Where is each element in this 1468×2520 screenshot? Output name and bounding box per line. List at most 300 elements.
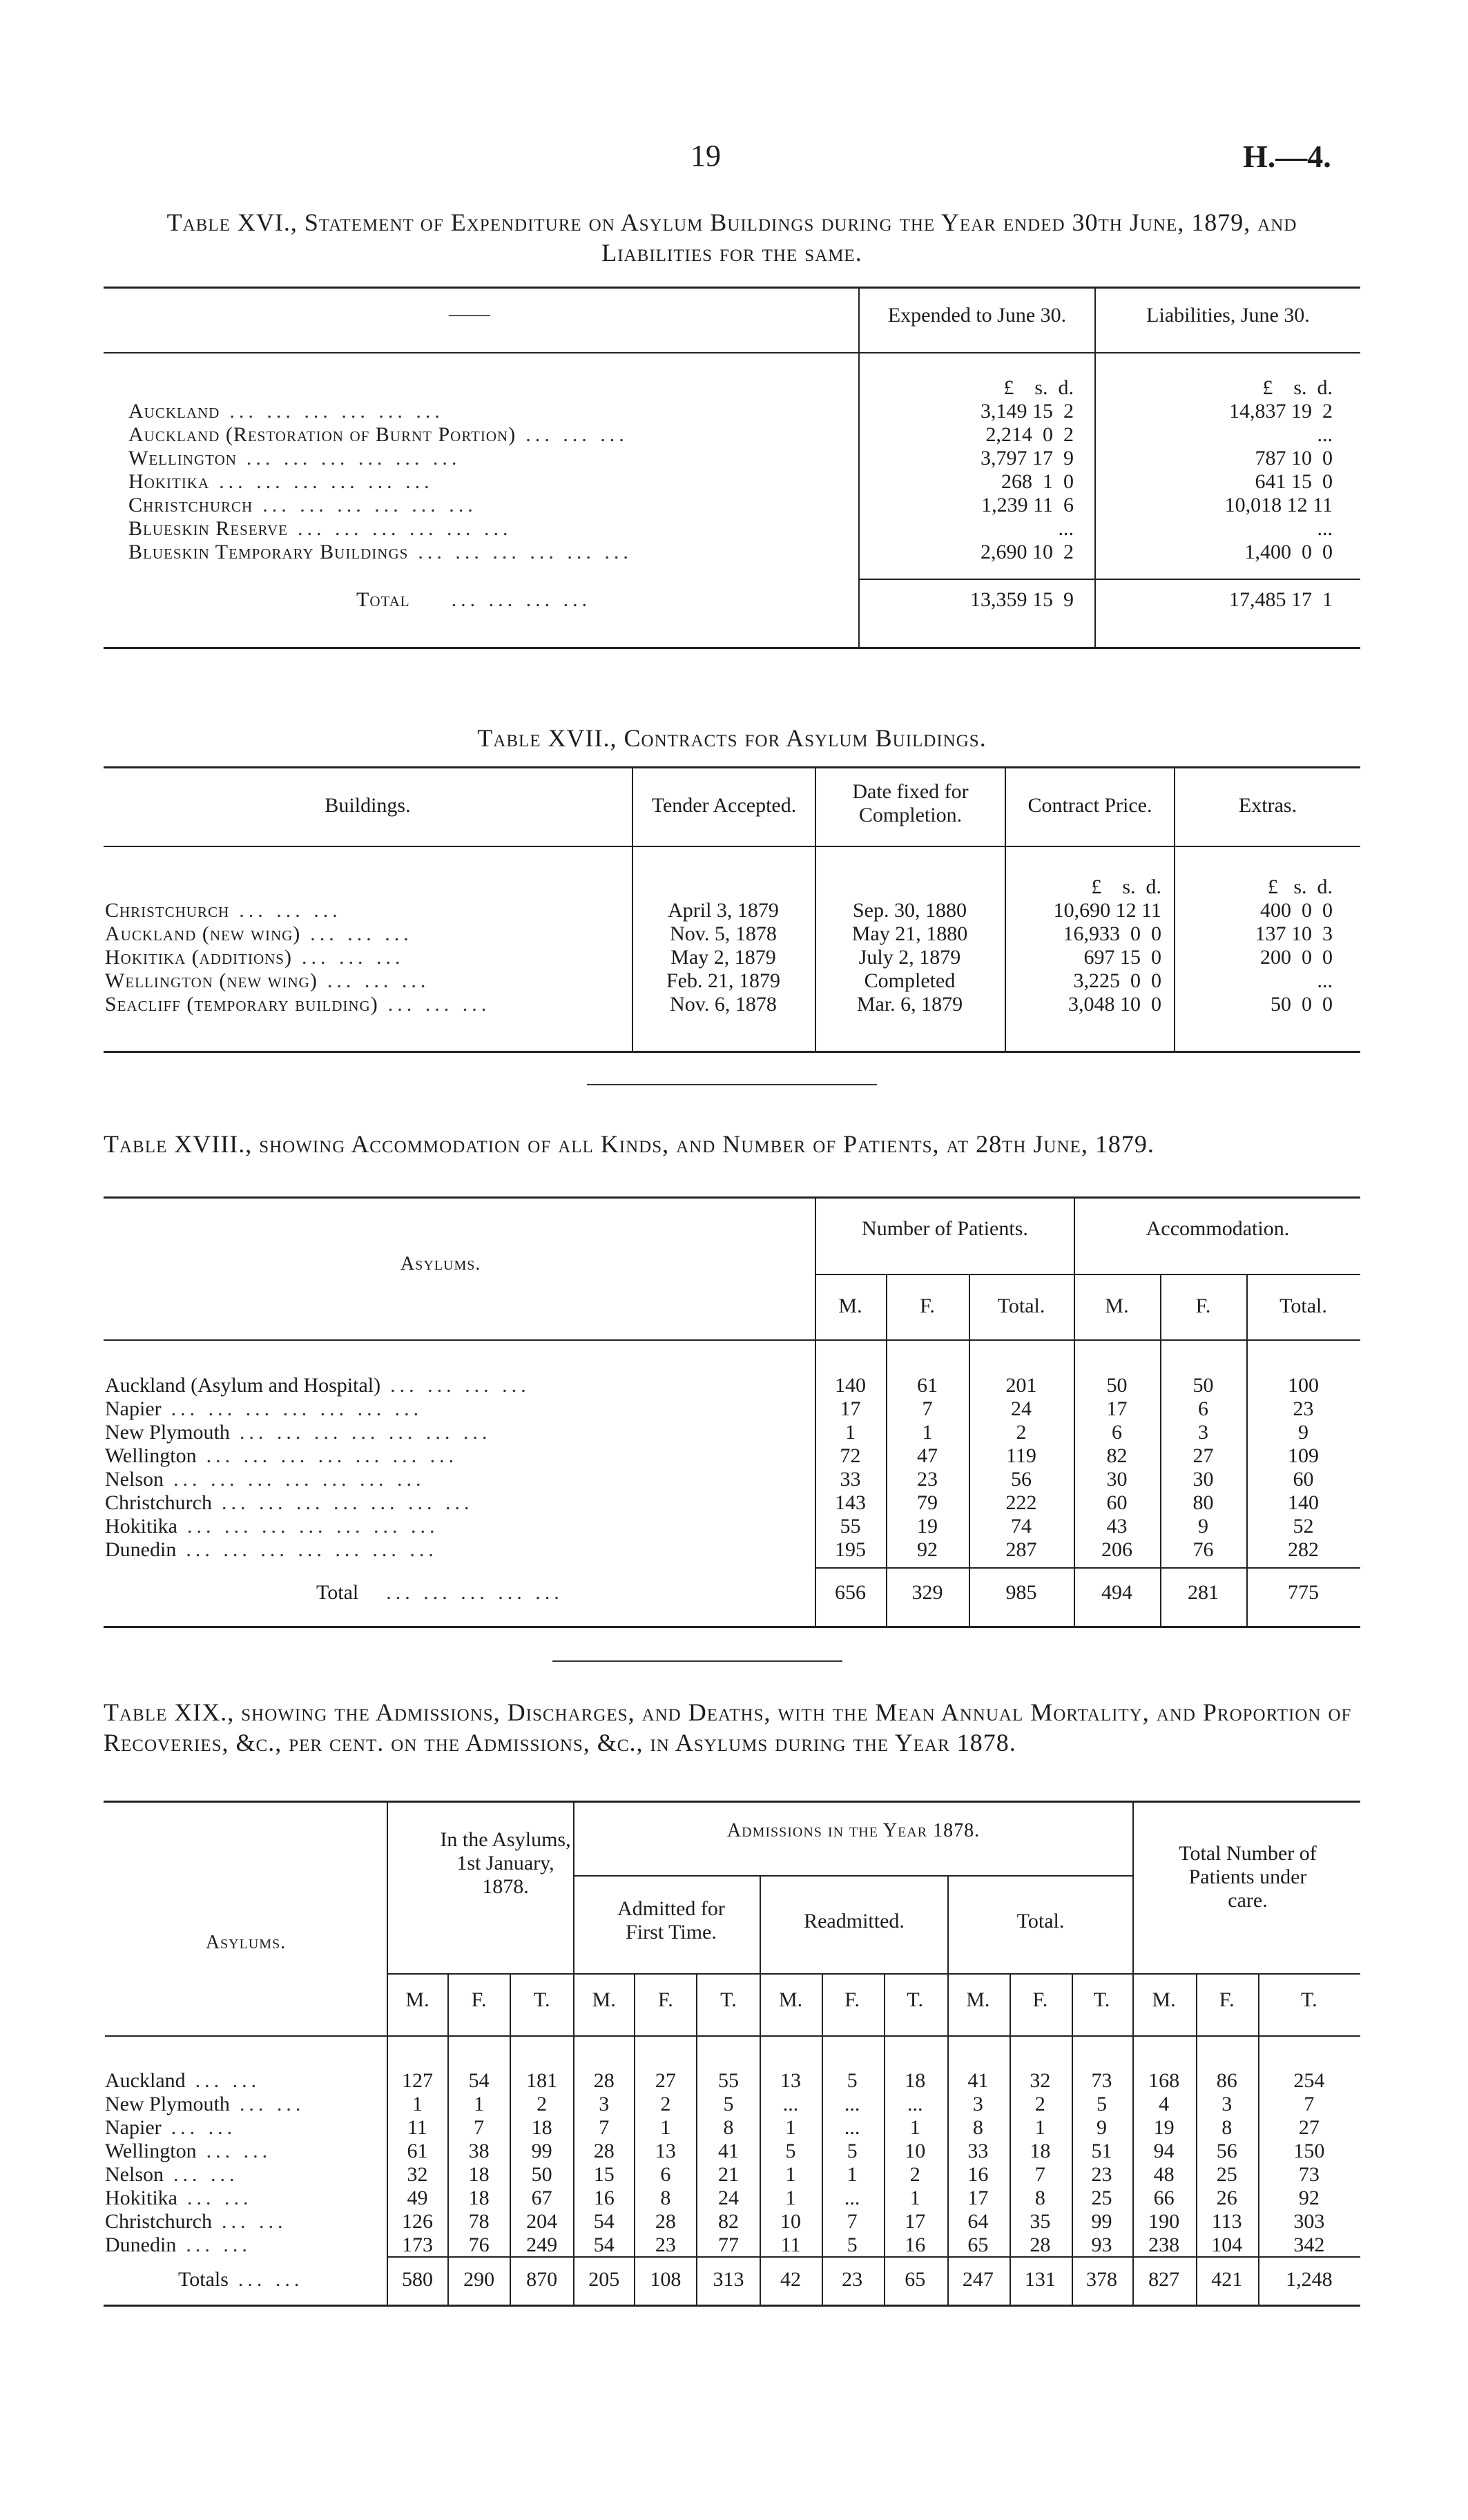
value-cell: 60 — [1293, 1468, 1314, 1491]
value-cell: 7 — [922, 1397, 933, 1420]
value-cell: 7 — [474, 2116, 485, 2139]
value-cell: 15 — [593, 2163, 615, 2186]
row-label-cell — [124, 447, 858, 470]
value-cell: 9 — [1097, 2116, 1108, 2139]
asylum-name: Christchurch — [105, 2210, 212, 2233]
subheader-cell: M. — [592, 1988, 616, 2011]
tender-date: April 3, 1879 — [668, 899, 779, 922]
contract-price: 697 15 0 — [1083, 946, 1161, 969]
col-under-care: Total Number of Patients under care. — [1179, 1842, 1317, 1912]
value-cell: 18 — [468, 2187, 490, 2209]
value-cell: 28 — [593, 2140, 615, 2162]
value-cell: 5 — [847, 2233, 858, 2256]
table-xviii-header-rule — [104, 1339, 1360, 1341]
subheader-cell: T. — [907, 1988, 924, 2011]
value-cell: 7 — [599, 2116, 610, 2139]
leader-dots: ... ... ... ... ... ... — [262, 494, 477, 516]
value-cell: 6 — [1112, 1421, 1122, 1444]
asylum-name: Wellington — [105, 1444, 197, 1467]
table-row — [105, 1515, 1360, 1538]
subheader-cell: T. — [720, 1988, 737, 2011]
contract-price: 16,933 0 0 — [1063, 922, 1161, 945]
table-xvii-title: Table XVII., Contracts for Asylum Buildings. — [477, 724, 987, 752]
table-xvi-header-rule — [104, 352, 1360, 353]
total-cell: 247 — [962, 2268, 994, 2291]
value-cell: 204 — [526, 2210, 558, 2233]
value-cell: 38 — [468, 2140, 490, 2162]
subheader-cell: F. — [1219, 1988, 1235, 2011]
asylum-name: Christchurch — [105, 1491, 212, 1514]
total-row — [105, 1581, 1360, 1605]
value-cell: 94 — [1153, 2140, 1175, 2162]
leader-dots: ... ... ... ... ... ... ... — [187, 1515, 439, 1538]
leader-dots: ... ... ... ... ... ... ... — [186, 1538, 438, 1561]
value-cell: 5 — [1097, 2093, 1108, 2115]
total-cell: 290 — [463, 2268, 495, 2291]
table-xvi-stub-header: —— — [449, 302, 490, 325]
expended-value: 268 1 0 — [1001, 470, 1074, 493]
value-cell: 77 — [717, 2233, 739, 2256]
value-cell: 127 — [401, 2069, 433, 2092]
value-cell: 119 — [1006, 1444, 1036, 1467]
expended-value: 1,239 11 6 — [981, 494, 1074, 516]
leader-dots: ... ... ... ... — [390, 1374, 530, 1397]
table-row — [105, 946, 1360, 969]
table-xvi-subtotal-rule — [860, 579, 1360, 580]
value-cell: 72 — [840, 1444, 861, 1467]
total-label: Totals — [178, 2268, 229, 2291]
row-label-cell — [105, 922, 632, 946]
asylum-name: Hokitika — [105, 1515, 177, 1538]
leader-dots: ... ... ... — [525, 423, 628, 446]
value-cell: 43 — [1106, 1515, 1128, 1538]
table-xvi-title-lead: Table XVI., Statement — [166, 209, 414, 236]
leader-dots: ... ... — [239, 2093, 305, 2115]
value-cell: 50 — [531, 2163, 552, 2186]
value-cell: 24 — [717, 2187, 739, 2209]
row-label-cell — [105, 946, 632, 969]
liability-value: ... — [1317, 517, 1333, 540]
tender-date: Nov. 5, 1878 — [670, 922, 777, 945]
row-label-cell — [124, 470, 858, 494]
tender-date: Nov. 6, 1878 — [670, 993, 777, 1016]
value-cell: 140 — [835, 1374, 866, 1397]
contract-price: 10,690 12 11 — [1053, 899, 1161, 922]
value-cell: 1 — [909, 2116, 920, 2139]
table-row — [105, 899, 1360, 922]
row-label-cell — [105, 1515, 815, 1538]
value-cell: 23 — [1293, 1397, 1314, 1420]
group-patients: Number of Patients. — [862, 1217, 1028, 1240]
col-extras: Extras. — [1238, 794, 1297, 817]
value-cell: 2 — [537, 2093, 548, 2115]
value-cell: 10 — [905, 2140, 926, 2162]
subheader-cell: Total. — [1279, 1295, 1327, 1317]
table-xviii-stub: Asylums. — [400, 1253, 481, 1274]
col-total: Total. — [1016, 1910, 1065, 1932]
value-cell: 1 — [909, 2187, 920, 2209]
expended-value: 3,797 17 9 — [981, 447, 1074, 469]
row-label-cell — [105, 2140, 387, 2163]
table-row — [124, 470, 1353, 494]
value-cell: 2 — [909, 2163, 920, 2186]
asylum-name: Napier — [105, 1397, 162, 1420]
total-cell: 827 — [1148, 2268, 1180, 2291]
value-cell: 150 — [1293, 2140, 1325, 2162]
total-label: Total — [356, 588, 410, 611]
leader-dots: ... ... ... ... ... ... ... — [221, 1491, 474, 1514]
value-cell: 1 — [922, 1421, 933, 1444]
value-cell: 7 — [1304, 2093, 1315, 2115]
table-xviii-bottom-rule — [104, 1626, 1360, 1628]
value-cell: 1 — [660, 2116, 671, 2139]
total-liabilities: 17,485 17 1 — [1229, 588, 1333, 611]
building-name: Wellington (new wing) — [105, 969, 318, 992]
total-cell: 580 — [401, 2268, 433, 2291]
total-cell: 656 — [835, 1581, 866, 1604]
subheader-cell: T. — [533, 1988, 550, 2011]
value-cell: 74 — [1011, 1515, 1032, 1538]
value-cell: 222 — [1005, 1491, 1037, 1514]
value-cell: 17 — [1106, 1397, 1128, 1420]
leader-dots: ... ... ... — [239, 899, 342, 922]
value-cell: 109 — [1288, 1444, 1319, 1467]
value-cell: ... — [844, 2187, 860, 2209]
total-cell: 65 — [905, 2268, 926, 2291]
col-in-asylums: In the Asylums, 1st January, 1878. — [440, 1828, 571, 1898]
value-cell: 33 — [967, 2140, 989, 2162]
value-cell: 1 — [845, 1421, 856, 1444]
asylum-name: Auckland (Restoration of Burnt Portion) — [128, 423, 516, 446]
value-cell: 21 — [717, 2163, 739, 2186]
leader-dots: ... ... ... — [327, 969, 430, 992]
subheader-cell: T. — [1093, 1988, 1110, 2011]
table-xviii-title-text: Table XVIII., showing Accommodation of all Kinds, and Number of Patients, at 28th June, 1879. — [104, 1130, 1155, 1158]
value-cell: 16 — [905, 2233, 926, 2256]
liability-value: 641 15 0 — [1255, 470, 1333, 493]
asylum-name: Auckland — [128, 400, 220, 423]
value-cell: 32 — [407, 2163, 428, 2186]
value-cell: 143 — [835, 1491, 866, 1514]
total-label: Total — [316, 1581, 359, 1604]
liability-value: 787 10 0 — [1255, 447, 1333, 469]
value-cell: 113 — [1211, 2210, 1242, 2233]
tender-date: May 2, 1879 — [670, 946, 776, 969]
total-cell: 23 — [842, 2268, 863, 2291]
table-row — [124, 541, 1353, 564]
asylum-name: New Plymouth — [105, 2093, 230, 2115]
row-label-cell — [124, 541, 858, 564]
leader-dots: ... ... — [238, 2268, 304, 2291]
leader-dots: ... ... — [186, 2233, 251, 2256]
value-cell: 92 — [1298, 2187, 1320, 2209]
table-row — [105, 2069, 1360, 2093]
contract-price: 3,225 0 0 — [1073, 969, 1161, 992]
value-cell: 33 — [840, 1468, 861, 1491]
liability-value: 1,400 0 0 — [1244, 541, 1333, 563]
total-cell: 313 — [713, 2268, 744, 2291]
table-xix-stub: Asylums. — [205, 1932, 287, 1953]
table-xix-subheader — [105, 1988, 1360, 2012]
completion-date: Mar. 6, 1879 — [856, 993, 963, 1016]
table-row — [124, 423, 1353, 447]
extras-value: 50 0 0 — [1271, 993, 1333, 1016]
subheader-cell: F. — [1195, 1295, 1211, 1317]
table-xviii-subheader — [105, 1295, 1360, 1318]
row-label-cell — [105, 2163, 387, 2187]
asylum-name: Wellington — [105, 2140, 197, 2162]
value-cell: 49 — [407, 2187, 428, 2209]
units-label: £ s. d. — [1003, 376, 1074, 399]
table-xviii — [105, 1374, 1360, 1562]
value-cell: 3 — [972, 2093, 983, 2115]
leader-dots: ... ... ... ... ... ... — [246, 447, 461, 469]
value-cell: 28 — [1030, 2233, 1051, 2256]
value-cell: 55 — [717, 2069, 739, 2092]
section-separator — [552, 1660, 842, 1662]
total-cell: 870 — [526, 2268, 558, 2291]
value-cell: 100 — [1288, 1374, 1319, 1397]
value-cell: 67 — [531, 2187, 552, 2209]
row-label-cell — [105, 1581, 815, 1605]
total-cell: 205 — [588, 2268, 620, 2291]
value-cell: 9 — [1198, 1515, 1208, 1538]
value-cell: 25 — [1091, 2187, 1112, 2209]
subheader-cell: M. — [778, 1988, 803, 2011]
row-label-cell — [105, 1491, 815, 1515]
col-price: Contract Price. — [1027, 794, 1152, 817]
table-row — [105, 1421, 1360, 1444]
expended-value: ... — [1058, 517, 1074, 540]
row-label-cell — [105, 969, 632, 993]
value-cell: 41 — [717, 2140, 739, 2162]
value-cell: 4 — [1159, 2093, 1170, 2115]
table-row — [105, 2116, 1360, 2140]
subheader-cell: T. — [1301, 1988, 1317, 2011]
leader-dots: ... ... ... ... ... ... — [219, 470, 434, 493]
table-xvi-total — [124, 588, 1353, 612]
subheader-cell: Total. — [997, 1295, 1045, 1317]
leader-dots: ... ... ... ... ... ... — [229, 400, 444, 423]
asylum-name: Dunedin — [105, 1538, 177, 1561]
value-cell: ... — [844, 2093, 860, 2115]
value-cell: 140 — [1288, 1491, 1319, 1514]
expended-value: 2,690 10 2 — [981, 541, 1074, 563]
value-cell: 8 — [972, 2116, 983, 2139]
table-row — [105, 2140, 1360, 2163]
value-cell: 5 — [723, 2093, 734, 2115]
units-label: £ s. d. — [1262, 376, 1333, 399]
value-cell: 18 — [1030, 2140, 1051, 2162]
row-label-cell — [105, 2187, 387, 2210]
value-cell: 41 — [967, 2069, 989, 2092]
asylum-name: Blueskin Temporary Buildings — [128, 541, 409, 563]
value-cell: 5 — [785, 2140, 796, 2162]
value-cell: 190 — [1148, 2210, 1180, 2233]
total-cell: 985 — [1005, 1581, 1037, 1604]
row-label-cell — [105, 993, 632, 1016]
value-cell: 126 — [401, 2210, 433, 2233]
col-tender: Tender Accepted. — [651, 794, 797, 817]
value-cell: 25 — [1216, 2163, 1237, 2186]
value-cell: 47 — [917, 1444, 938, 1467]
col-date-fixed: Date fixed for Completion. — [852, 780, 969, 826]
subheader-cell: M. — [1152, 1988, 1176, 2011]
value-cell: 99 — [1091, 2210, 1112, 2233]
completion-date: Completed — [864, 969, 956, 992]
value-cell: 48 — [1153, 2163, 1175, 2186]
value-cell: 1 — [785, 2187, 796, 2209]
value-cell: 50 — [1192, 1374, 1214, 1397]
table-xviii-top-rule — [104, 1196, 1360, 1199]
value-cell: 2 — [1034, 2093, 1045, 2115]
total-expended: 13,359 15 9 — [970, 588, 1074, 611]
leader-dots: ... ... ... ... ... — [386, 1581, 563, 1604]
value-cell: 32 — [1030, 2069, 1051, 2092]
table-xviii-total — [105, 1581, 1360, 1605]
expended-value: 3,149 15 2 — [981, 400, 1074, 423]
leader-dots: ... ... ... ... ... ... — [298, 517, 512, 540]
value-cell: ... — [844, 2116, 860, 2139]
value-cell: 86 — [1216, 2069, 1237, 2092]
value-cell: 23 — [1091, 2163, 1112, 2186]
building-name: Hokitika (additions) — [105, 946, 292, 969]
leader-dots: ... ... — [187, 2187, 253, 2209]
leader-dots: ... ... — [221, 2210, 287, 2233]
value-cell: 16 — [593, 2187, 615, 2209]
value-cell: 66 — [1153, 2187, 1175, 2209]
leader-dots: ... ... ... ... ... ... ... — [239, 1421, 492, 1444]
value-cell: 30 — [1106, 1468, 1128, 1491]
value-cell: 17 — [840, 1397, 861, 1420]
value-cell: 19 — [917, 1515, 938, 1538]
value-cell: 27 — [1298, 2116, 1320, 2139]
value-cell: 24 — [1011, 1397, 1032, 1420]
value-cell: 79 — [917, 1491, 938, 1514]
value-cell: 6 — [1198, 1397, 1208, 1420]
extras-value: ... — [1317, 969, 1333, 992]
leader-dots: ... ... ... — [387, 993, 491, 1016]
table-row — [124, 517, 1353, 541]
table-xvi-top-rule — [104, 287, 1360, 289]
subheader-cell: M. — [966, 1988, 990, 2011]
value-cell: 6 — [660, 2163, 671, 2186]
leader-dots: ... ... ... ... ... ... — [418, 541, 632, 563]
row-label-cell — [105, 2116, 387, 2140]
value-cell: 61 — [917, 1374, 938, 1397]
value-cell: 17 — [967, 2187, 989, 2209]
table-row — [105, 922, 1360, 946]
value-cell: 28 — [593, 2069, 615, 2092]
building-name: Christchurch — [105, 899, 230, 922]
value-cell: 82 — [717, 2210, 739, 2233]
value-cell: ... — [782, 2093, 799, 2115]
value-cell: 55 — [840, 1515, 861, 1538]
value-cell: 5 — [847, 2140, 858, 2162]
value-cell: 16 — [967, 2163, 989, 2186]
table-row — [124, 494, 1353, 517]
asylum-name: Dunedin — [105, 2233, 177, 2256]
value-cell: 60 — [1106, 1491, 1128, 1514]
table-xix-title — [104, 1697, 1360, 1758]
table-xix — [105, 2069, 1360, 2257]
subheader-cell: F. — [1032, 1988, 1048, 2011]
subheader-cell: F. — [471, 1988, 487, 2011]
value-cell: 11 — [407, 2116, 427, 2139]
leader-dots: ... ... — [173, 2163, 239, 2186]
expended-value: 2,214 0 2 — [985, 423, 1074, 446]
value-cell: 99 — [531, 2140, 552, 2162]
total-cell: 421 — [1211, 2268, 1243, 2291]
leader-dots: ... ... ... ... ... ... ... — [173, 1468, 425, 1491]
value-cell: 173 — [401, 2233, 433, 2256]
value-cell: 23 — [655, 2233, 676, 2256]
completion-date: May 21, 1880 — [851, 922, 968, 945]
value-cell: 3 — [1198, 1421, 1208, 1444]
value-cell: 73 — [1091, 2069, 1112, 2092]
table-row — [105, 2187, 1360, 2210]
completion-date: July 2, 1879 — [858, 946, 961, 969]
leader-dots: ... ... — [171, 2116, 237, 2139]
subheader-cell: M. — [838, 1295, 862, 1317]
value-cell: 76 — [468, 2233, 490, 2256]
tender-date: Feb. 21, 1879 — [666, 969, 780, 992]
row-label-cell — [105, 1397, 815, 1421]
leader-dots: ... ... ... ... ... ... ... — [206, 1444, 458, 1467]
value-cell: 18 — [468, 2163, 490, 2186]
col-first-time: Admitted for First Time. — [617, 1897, 725, 1944]
value-cell: 1 — [412, 2093, 423, 2115]
table-xvi-col-expended: Expended to June 30. — [887, 304, 1067, 327]
table-xvi — [124, 376, 1353, 564]
building-name: Auckland (new wing) — [105, 922, 301, 945]
table-xviii-title — [104, 1129, 1360, 1159]
value-cell: 201 — [1005, 1374, 1037, 1397]
document-code: H.—4. — [1243, 139, 1331, 174]
row-label-cell — [105, 1374, 815, 1397]
subheader-row — [105, 1988, 1360, 2012]
value-cell: ... — [907, 2093, 923, 2115]
asylum-name: Napier — [105, 2116, 162, 2139]
value-cell: 17 — [905, 2210, 926, 2233]
total-cell: 1,248 — [1286, 2268, 1333, 2291]
value-cell: 56 — [1011, 1468, 1032, 1491]
value-cell: 73 — [1298, 2163, 1320, 2186]
value-cell: 76 — [1192, 1538, 1214, 1561]
leader-dots: ... ... — [206, 2140, 272, 2162]
value-cell: 18 — [905, 2069, 926, 2092]
value-cell: 1 — [1034, 2116, 1045, 2139]
value-cell: 80 — [1192, 1491, 1214, 1514]
subheader-cell: F. — [657, 1988, 673, 2011]
leader-dots: ... ... ... — [310, 922, 413, 945]
value-cell: 50 — [1106, 1374, 1128, 1397]
row-label-cell — [105, 1538, 815, 1562]
section-separator — [587, 1084, 877, 1085]
value-cell: 342 — [1293, 2233, 1325, 2256]
liability-value: ... — [1317, 423, 1333, 446]
value-cell: 27 — [655, 2069, 676, 2092]
row-label-cell — [105, 1468, 815, 1491]
value-cell: 8 — [1221, 2116, 1233, 2139]
value-cell: 28 — [655, 2210, 676, 2233]
value-cell: 1 — [785, 2163, 796, 2186]
value-cell: 19 — [1153, 2116, 1175, 2139]
asylum-name: New Plymouth — [105, 1421, 230, 1444]
leader-dots: ... ... ... ... — [451, 588, 592, 611]
total-cell: 494 — [1101, 1581, 1132, 1604]
completion-date: Sep. 30, 1880 — [853, 899, 967, 922]
